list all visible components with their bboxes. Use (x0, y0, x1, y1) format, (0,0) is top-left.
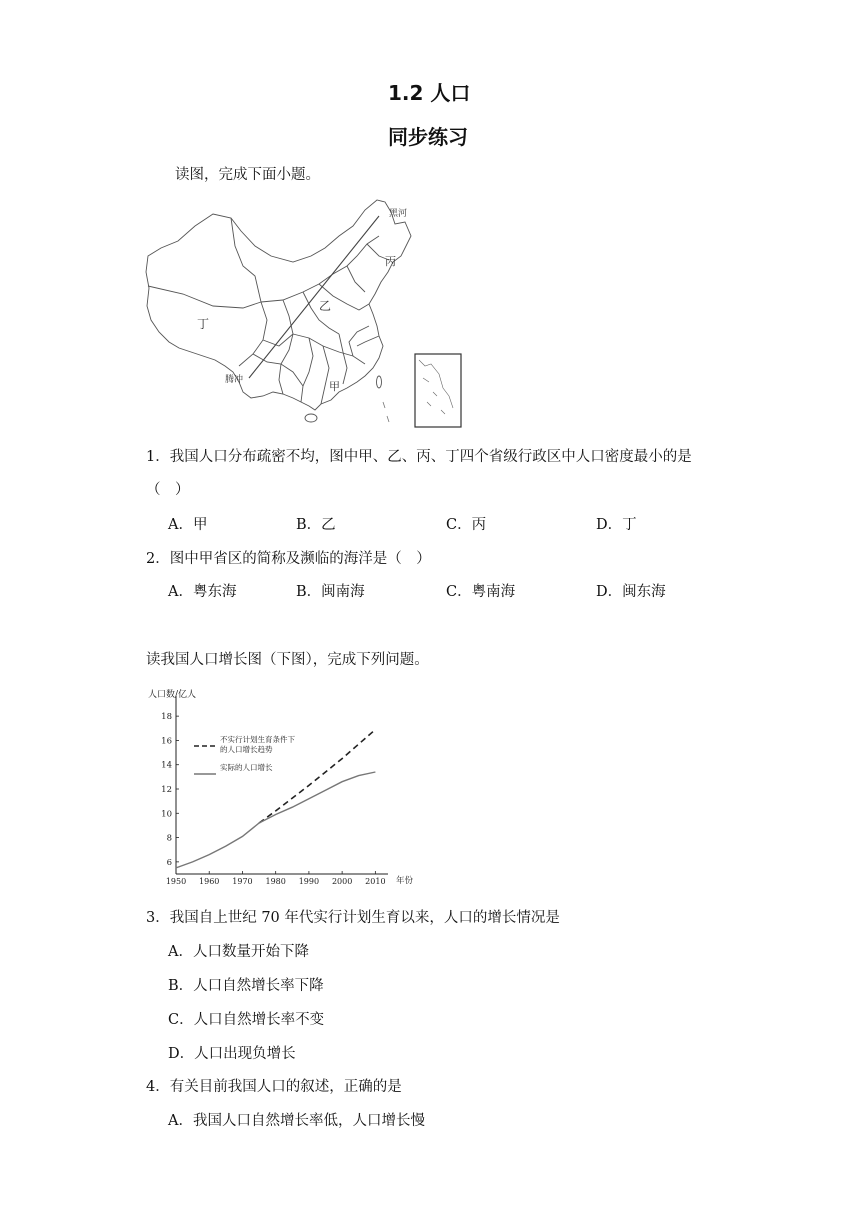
q3-option-d[interactable]: D．人口出现负增长 (168, 1046, 296, 1062)
legend-label-0: 不实行计划生育条件下 (220, 735, 295, 744)
y-tick-label: 14 (161, 760, 172, 771)
population-growth-chart (146, 684, 422, 886)
x-axis-title: 年份 (396, 876, 414, 886)
q1-stem: 1．我国人口分布疏密不均，图中甲、乙、丙、丁四个省级行政区中人口密度最小的是 (146, 449, 692, 465)
map-label-yi: 乙 (319, 299, 332, 313)
section1-intro: 读图，完成下面小题。 (175, 167, 320, 183)
x-tick-label: 1990 (298, 877, 320, 886)
y-tick-label: 8 (166, 833, 172, 844)
q1-option-d[interactable]: D．丁 (596, 517, 637, 533)
q4-option-a[interactable]: A．我国人口自然增长率低，人口增长慢 (168, 1113, 425, 1129)
y-tick-label: 18 (161, 712, 172, 723)
legend-label-1: 实际的人口增长 (220, 763, 273, 772)
q2-option-a[interactable]: A．粤东海 (168, 584, 237, 600)
q3-option-a[interactable]: A．人口数量开始下降 (168, 944, 309, 960)
x-tick-label: 1960 (199, 877, 220, 886)
china-outline (146, 200, 411, 410)
china-map (143, 196, 468, 432)
south-china-sea-inset (415, 354, 461, 427)
q1-option-a[interactable]: A．甲 (168, 517, 208, 533)
page-title: 1.2 人口 (388, 81, 471, 105)
y-tick-label: 12 (161, 785, 172, 795)
y-axis-title: 人口数/亿人 (148, 690, 197, 700)
q2-option-d[interactable]: D．闽东海 (596, 584, 666, 600)
series-line-1 (176, 772, 375, 868)
section2-intro: 读我国人口增长图（下图），完成下列问题。 (146, 652, 429, 668)
q1-stem-continued: （ ） (146, 482, 190, 498)
q1-option-b[interactable]: B．乙 (296, 517, 336, 533)
q1-option-c[interactable]: C．丙 (446, 517, 487, 533)
q2-option-c[interactable]: C．粤南海 (446, 584, 516, 600)
legend-label-0: 的人口增长趋势 (220, 745, 273, 754)
x-tick-label: 2000 (331, 877, 353, 886)
y-tick-label: 16 (161, 736, 172, 747)
y-tick-label: 6 (166, 857, 172, 868)
heihe-tengchong-line (249, 216, 379, 378)
q2-option-b[interactable]: B．闽南海 (296, 584, 365, 600)
map-label-ding: 丁 (197, 317, 210, 331)
q3-stem: 3．我国自上世纪 70 年代实行计划生育以来，人口的增长情况是 (146, 910, 560, 926)
x-tick-label: 1970 (232, 877, 253, 886)
map-label-heihe: 黑河 (389, 209, 408, 219)
x-tick-label: 1950 (165, 877, 187, 886)
x-tick-label: 1980 (265, 877, 286, 886)
q3-option-b[interactable]: B．人口自然增长率下降 (168, 978, 324, 994)
y-tick-label: 10 (161, 809, 172, 820)
q2-stem: 2．图中甲省区的简称及濒临的海洋是（ ） (146, 551, 431, 567)
map-label-tengchong: 腾冲 (225, 375, 244, 385)
q3-option-c[interactable]: C．人口自然增长率不变 (168, 1012, 325, 1028)
map-label-bing: 丙 (385, 255, 396, 268)
q4-stem: 4．有关目前我国人口的叙述，正确的是 (146, 1079, 402, 1095)
map-label-jia: 甲 (329, 380, 340, 393)
page-subtitle: 同步练习 (388, 125, 468, 149)
x-tick-label: 2010 (365, 877, 386, 886)
